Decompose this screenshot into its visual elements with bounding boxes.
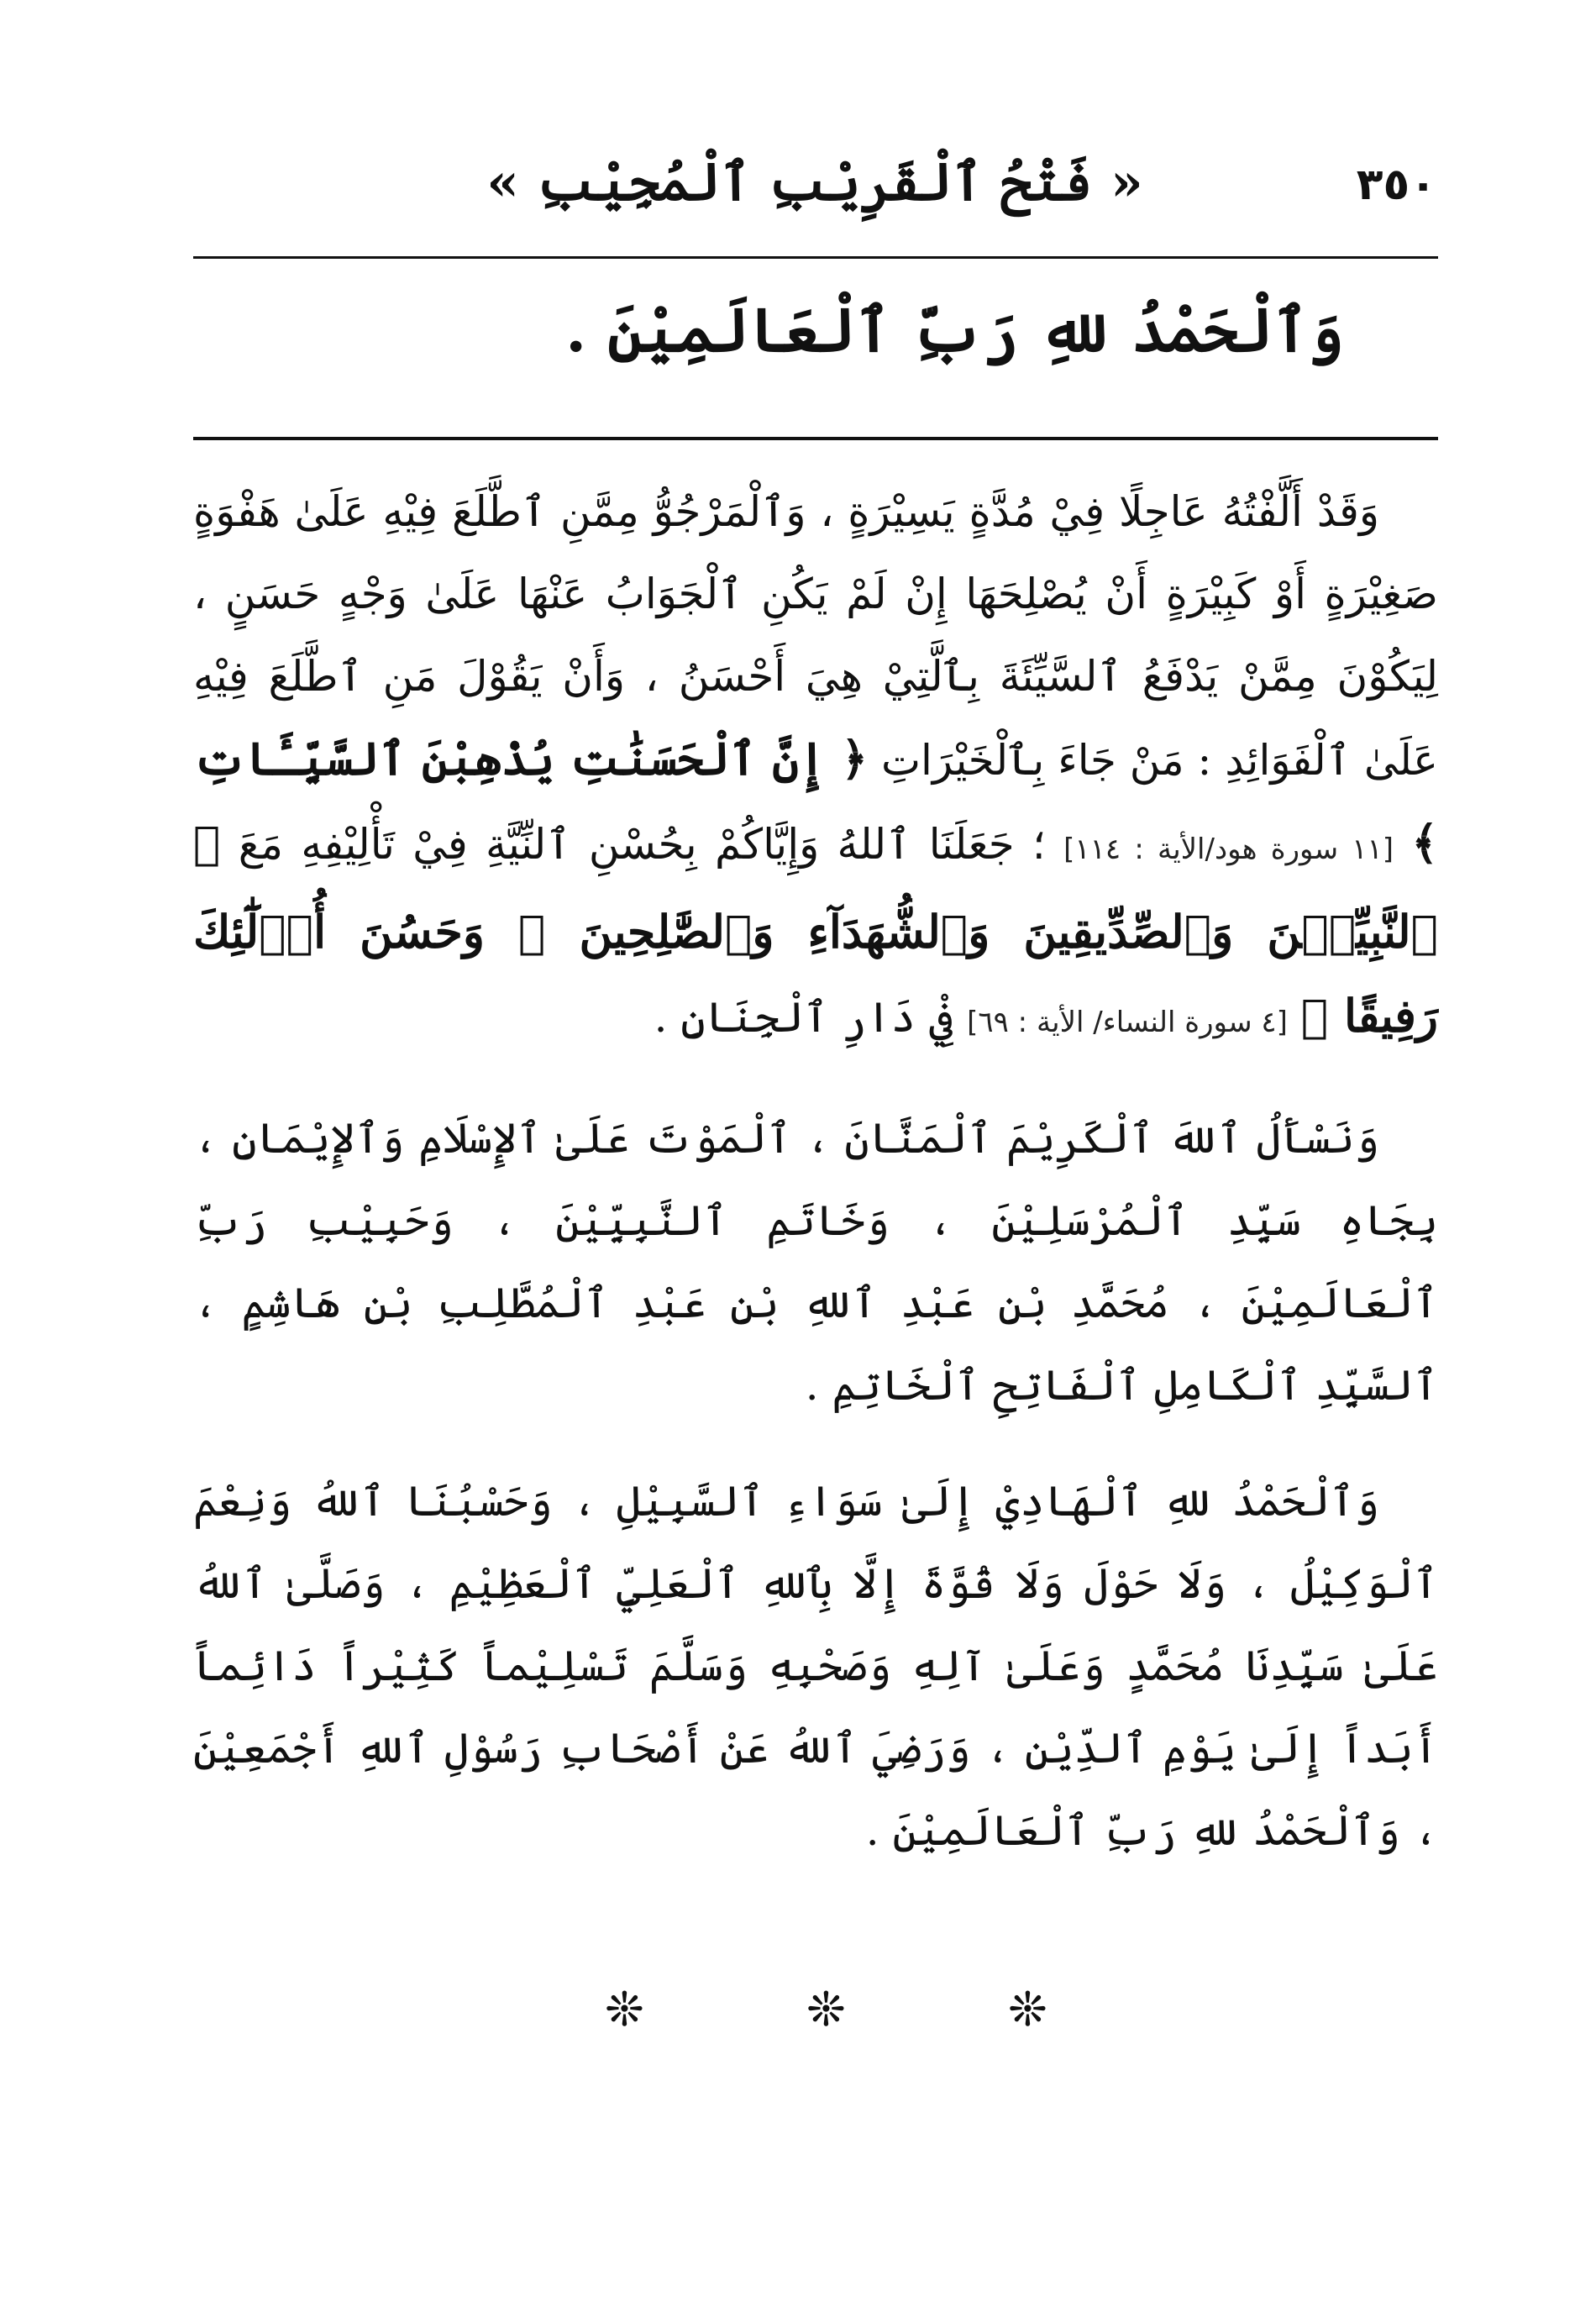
- section-divider-rule: [193, 437, 1438, 440]
- verse-reference-2: [٤ سورة النساء/ الأية : ٦٩]: [967, 1006, 1288, 1039]
- page-number: ٣٥٠: [1356, 160, 1436, 210]
- quran-verse-2: ﴿ ٱلنَّبِيِّـۧنَ وَٱلصِّدِّيقِينَ وَٱلشُّهَدَآءِ وَٱلصَّٰلِحِينَ ۚ وَحَسُنَ أُو۟لَٰٓئِكَ رَفِيقًا ﴾: [193, 816, 1438, 1043]
- page-header: [193, 151, 1436, 244]
- previous-section-closing: وَٱلْحَمْدُ للهِ رَبِّ ٱلْعَالَمِيْنَ .: [565, 294, 1344, 365]
- body-text: [193, 470, 1438, 1905]
- paragraph-1-text-b: ؛ جَعَلَنَا ٱللهُ وَإِيَّاكُمْ بِحُسْنِ ٱلنِّيَّةِ فِيْ تَأْلِيْفِهِ مَعَ: [238, 820, 1046, 869]
- verse-reference-1: [١١ سورة هود/الأية : ١١٤]: [1063, 833, 1394, 866]
- paragraph-1: [193, 470, 1438, 1064]
- running-title: « فَتْحُ ٱلْقَرِيْبِ ٱلْمُجِيْبِ »: [486, 151, 1143, 213]
- quran-verse-1: ﴿ إِنَّ ٱلْحَسَنَٰتِ يُذْهِبْنَ ٱلسَّيِّـَٔاتِ ﴾: [193, 732, 1438, 870]
- ornament-star-icon: ❊: [605, 1983, 644, 2037]
- paragraph-2: وَنَسْأَلُ ٱللهَ ٱلْكَرِيْمَ ٱلْمَنَّانَ ، ٱلْمَوْتَ عَلَىٰ ٱلإِسْلَامِ وَٱلإِيْمَانِ ، بِجَاهِ سَيِّدِ ٱلْمُرْسَلِيْنَ ، وَخَاتَمِ ٱلنَّبِيِّيْنَ ، وَحَبِيْبِ رَبِّ ٱلْعَالَمِيْنَ ، مُحَمَّدِ بْنِ عَبْدِ ٱللهِ بْنِ عَبْدِ ٱلْمُطَّلِبِ بْنِ هَاشِمٍ ، ٱلسَّيِّدِ ٱلْكَامِلِ ٱلْفَاتِحِ ٱلْخَاتِمِ .: [193, 1114, 1438, 1410]
- header-rule: [193, 256, 1438, 259]
- paragraph-1-text-c: فِيْ دَارِ ٱلْجِنَانِ .: [654, 993, 954, 1042]
- ornament-star-icon: ❊: [806, 1983, 846, 2037]
- ornament-star-icon: ❊: [1008, 1983, 1047, 2037]
- paragraph-1-text-a: وَقَدْ أَلَّفْتُهُ عَاجِلًا فِيْ مُدَّةٍ يَسِيْرَةٍ ، وَٱلْمَرْجُوُّ مِمَّنِ ٱطَّلَعَ فِيْهِ عَلَىٰ هَفْوَةٍ صَغِيْرَةٍ أَوْ كَبِيْرَةٍ أَنْ يُصْلِحَهَا إِنْ لَمْ يَكُنِ ٱلْجَوَابُ عَنْهَا عَلَىٰ وَجْهٍ حَسَنٍ ، لِيَكُوْنَ مِمَّنْ يَدْفَعُ ٱلسَّيِّئَةَ بِٱلَّتِيْ هِيَ أَحْسَنُ ، وَأَنْ يَقُوْلَ مَنِ ٱطَّلَعَ فِيْهِ عَلَىٰ ٱلْفَوَائِدِ : مَنْ جَاءَ بِٱلْخَيْرَاتِ: [193, 487, 1438, 785]
- paragraph-3: وَٱلْحَمْدُ للهِ ٱلْهَادِيْ إِلَىٰ سَوَاءِ ٱلسَّبِيْلِ ، وَحَسْبُنَا ٱللهُ وَنِعْمَ ٱلْوَكِيْلُ ، وَلَا حَوْلَ وَلَا قُوَّةَ إِلَّا بِٱللهِ ٱلْعَلِيِّ ٱلْعَظِيْمِ ، وَصَلَّىٰ ٱللهُ عَلَىٰ سَيِّدِنَا مُحَمَّدٍ وَعَلَىٰ آلِهِ وَصَحْبِهِ وَسَلَّمَ تَسْلِيْماً كَثِيْراً دَائِماً أَبَداً إِلَىٰ يَوْمِ ٱلدِّيْنِ ، وَرَضِيَ ٱللهُ عَنْ أَصْحَابِ رَسُوْلِ ٱللهِ أَجْمَعِيْنَ ، وَٱلْحَمْدُ للهِ رَبِّ ٱلْعَالَمِيْنَ .: [193, 1477, 1438, 1855]
